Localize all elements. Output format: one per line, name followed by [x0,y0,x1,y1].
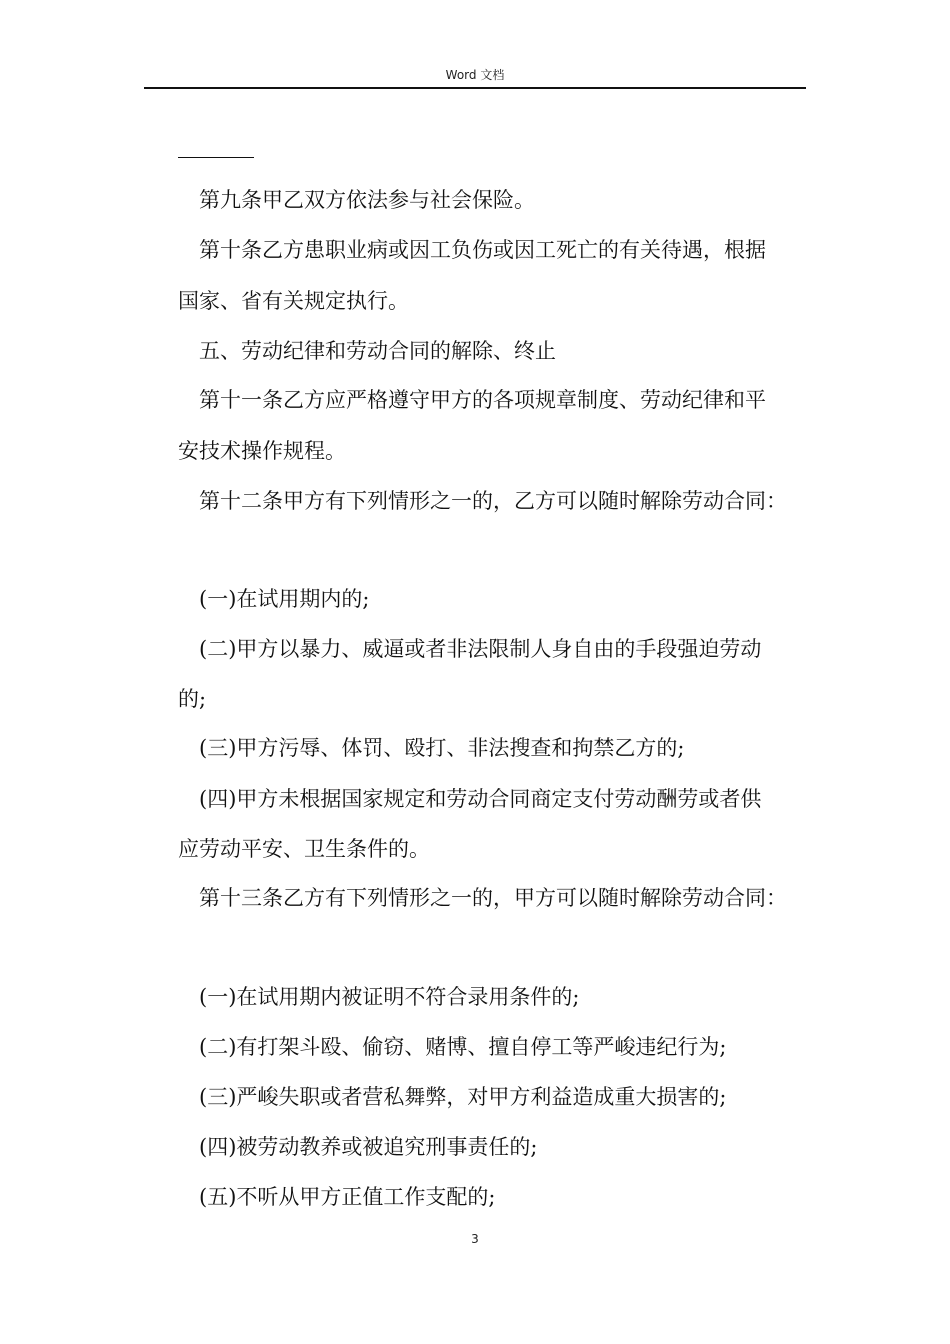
list-item-12-2-cont: 的; [178,687,207,711]
page-number: 3 [471,1232,479,1246]
list-item-12-4: (四)甲方未根据国家规定和劳动合同商定支付劳动酬劳或者供 [199,787,762,811]
list-item-13-4: (四)被劳动教养或被追究刑事责任的; [199,1135,538,1159]
list-item-13-5: (五)不听从甲方正值工作支配的; [199,1185,496,1209]
list-item-12-4-cont: 应劳动平安、卫生条件的。 [178,837,430,861]
paragraph-article-13: 第十三条乙方有下列情形之一的，甲方可以随时解除劳动合同： [199,886,787,910]
paragraph-article-10-cont: 国家、省有关规定执行。 [178,289,409,313]
list-item-13-1: (一)在试用期内被证明不符合录用条件的; [199,985,580,1009]
header-title: Word 文档 [445,68,505,82]
blank-fill-line [178,157,254,158]
paragraph-article-12: 第十二条甲方有下列情形之一的，乙方可以随时解除劳动合同： [199,489,787,513]
paragraph-article-10: 第十条乙方患职业病或因工负伤或因工死亡的有关待遇，根据 [199,238,766,262]
list-item-12-3: (三)甲方污辱、体罚、殴打、非法搜查和拘禁乙方的; [199,736,685,760]
paragraph-article-9: 第九条甲乙双方依法参与社会保险。 [199,188,535,212]
header-rule [144,87,806,89]
paragraph-article-11: 第十一条乙方应严格遵守甲方的各项规章制度、劳动纪律和平 [199,388,766,412]
section-heading-5: 五、劳动纪律和劳动合同的解除、终止 [199,339,556,363]
list-item-13-3: (三)严峻失职或者营私舞弊，对甲方利益造成重大损害的; [199,1085,727,1109]
paragraph-article-11-cont: 安技术操作规程。 [178,439,346,463]
list-item-13-2: (二)有打架斗殴、偷窃、赌博、擅自停工等严峻违纪行为; [199,1035,727,1059]
list-item-12-1: (一)在试用期内的; [199,587,370,611]
list-item-12-2: (二)甲方以暴力、威逼或者非法限制人身自由的手段强迫劳动 [199,637,762,661]
